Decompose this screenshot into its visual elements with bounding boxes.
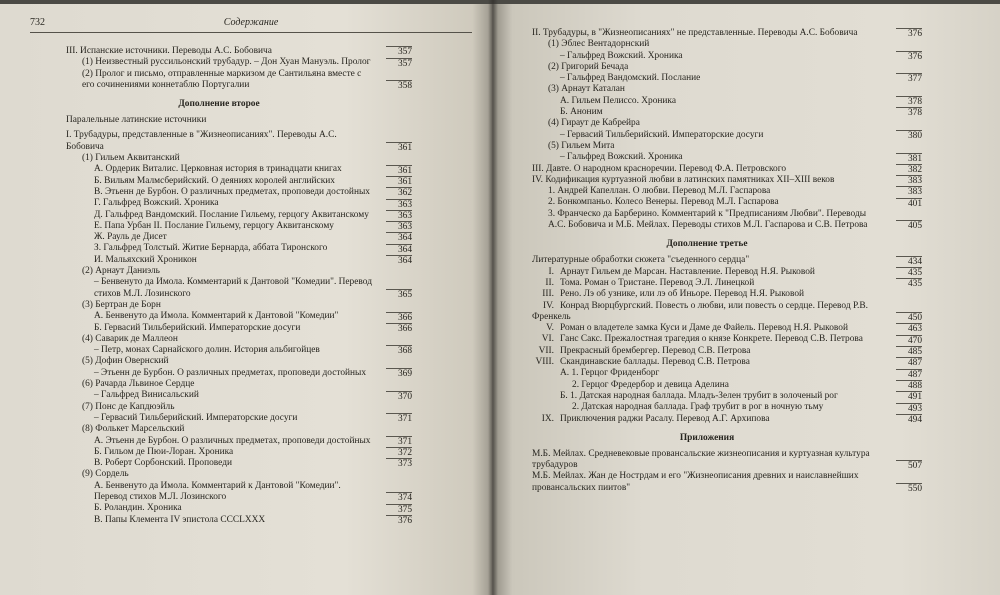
toc-entry-text: [548, 118, 922, 129]
toc-entry-page: 381: [896, 153, 922, 164]
section-subtitle: Паралельные латинские источники: [66, 115, 207, 126]
toc-entry: [94, 368, 412, 379]
toc-entry-title: В. Роберт Сорбонский. Проповеди: [94, 458, 233, 469]
toc-entry-page: 358: [386, 80, 412, 91]
toc-entry-text: [548, 186, 922, 197]
toc-entry-page: 383: [896, 175, 922, 186]
toc-entry-text: [532, 323, 922, 334]
toc-entry: [532, 267, 922, 278]
toc-entry: [94, 255, 412, 266]
toc-entry: [560, 391, 922, 402]
toc-entry: [82, 356, 412, 367]
toc-entry-text: [94, 277, 412, 300]
toc-entry-title: – Гальфред Вожский. Хроника: [560, 152, 683, 163]
toc-entry-title: Г. Гальфред Вожский. Хроника: [94, 198, 219, 209]
toc-entry-number: VI.: [541, 334, 554, 345]
toc-entry-page: 370: [386, 391, 412, 402]
appendix-title: Приложения: [679, 432, 735, 443]
toc-entry-title: – Гальфред Вожский. Хроника: [560, 50, 683, 61]
toc-entry-page: 435: [896, 267, 922, 278]
toc-entry-text: [94, 243, 412, 254]
toc-entry-title: А. 1. Герцог Фриденборг: [560, 368, 660, 379]
toc-entry-text: [94, 210, 412, 221]
toc-entry: [532, 357, 922, 368]
toc-entry-text: [560, 107, 922, 118]
toc-entry-title: Б. Гервасий Тильберийский. Императорские досуги: [94, 322, 301, 333]
toc-entry: [94, 458, 412, 469]
toc-entry-page: 364: [386, 244, 412, 255]
toc-entry-title: Ганс Сакс. Прежалостная трагедия о князе Конкрете. Перевод С.В. Петрова: [560, 334, 863, 345]
toc-entry-title: III. Испанские источники. Переводы А.С. Бобовича: [66, 46, 272, 56]
toc-entry: [94, 390, 412, 401]
toc-entry-title: Арнаут Гильем де Марсан. Наставление. Перевод Н.Я. Рыковой: [560, 266, 815, 277]
toc-entry-page: 375: [386, 504, 412, 515]
toc-entry-text: [82, 266, 412, 277]
toc-entry-title: (5) Гильем Мита: [548, 140, 615, 151]
toc-block-latin: [66, 130, 412, 525]
toc-entry-page: 376: [896, 51, 922, 62]
toc-entry-page: 493: [896, 403, 922, 414]
toc-entry: [94, 176, 412, 187]
toc-entry-title: А. Бенвенуто да Имола. Комментарий к Дантовой "Комедии". Перевод стихов М.Л. Лозинского: [94, 480, 341, 502]
toc-entry-title: – Петр, монах Сарнайского долин. История альбигойцев: [94, 345, 320, 356]
toc-entry-text: [94, 221, 412, 232]
toc-entry-title: З. Гальфред Толстый. Житие Бернарда, аббата Тиронского: [94, 243, 328, 254]
toc-entry-number: VII.: [538, 345, 554, 356]
toc-entry: [532, 323, 922, 334]
toc-block-appendix: [532, 449, 922, 494]
toc-entry-text: [560, 51, 922, 62]
toc-entry: [66, 46, 412, 57]
toc-entry-text: [532, 278, 922, 289]
toc-entry: [82, 402, 412, 413]
toc-entry-number: V.: [546, 323, 554, 334]
toc-entry: [548, 197, 922, 208]
toc-entry-title: А. Гильем Пелиссо. Хроника: [560, 95, 677, 106]
toc-entry: [94, 447, 412, 458]
toc-entry-text: [94, 368, 412, 379]
toc-block-spanish: [66, 46, 412, 91]
toc-entry: [532, 449, 922, 472]
toc-entry-text: [532, 471, 922, 494]
toc-entry: [94, 210, 412, 221]
toc-entry-title: Б. Аноним: [560, 107, 603, 118]
toc-entry-text: [82, 469, 412, 480]
toc-entry-title: Прекрасный брембергер. Перевод С.В. Петрова: [560, 345, 751, 356]
header-title: Содержание: [223, 17, 279, 28]
toc-entry-title: Литературные обработки сюжета "съеденного сердца": [532, 255, 750, 266]
toc-entry-text: [572, 402, 922, 413]
toc-entry-text: [560, 96, 922, 107]
toc-entry: [532, 278, 922, 289]
toc-entry: [560, 107, 922, 118]
toc-entry-title: (8) Фолькет Марсельский: [82, 424, 185, 435]
toc-entry-title: (6) Рачарда Львиное Сердце: [82, 379, 195, 390]
toc-entry-text: [94, 413, 412, 424]
toc-entry-text: [560, 73, 922, 84]
toc-entry: [532, 301, 922, 324]
left-page: [0, 4, 492, 595]
toc-entry-number: II.: [545, 277, 554, 288]
toc-entry: [82, 266, 412, 277]
toc-entry: [560, 73, 922, 84]
toc-entry: [94, 323, 412, 334]
right-page: [492, 4, 1000, 595]
toc-entry-text: [82, 379, 412, 390]
toc-entry-title: (2) Григорий Бечада: [548, 61, 629, 72]
toc-entry-title: И. Мальяхский Хроникон: [94, 254, 197, 265]
toc-entry-text: [532, 289, 922, 300]
toc-entry-text: [94, 458, 412, 469]
toc-entry: [532, 28, 922, 39]
toc-entry-text: [532, 414, 922, 425]
toc-entry-page: 371: [386, 436, 412, 447]
toc-entry-title: 2. Датская народная баллада. Граф трубит в рог в ночную тьму: [572, 402, 824, 413]
toc-entry-text: [82, 356, 412, 367]
toc-entry-text: [94, 232, 412, 243]
toc-entry-title: Конрад Вюрцбургский. Повесть о любви, или повесть о сердце. Перевод Р.В. Френкель: [532, 300, 868, 322]
toc-entry-page: 550: [896, 483, 922, 494]
toc-entry-page: 470: [896, 335, 922, 346]
toc-entry-page: 378: [896, 96, 922, 107]
toc-entry-title: – Гервасий Тильберийский. Императорские досуги: [560, 129, 764, 140]
toc-entry: [532, 334, 922, 345]
toc-entry-text: [82, 69, 412, 92]
toc-entry: [82, 334, 412, 345]
toc-entry-text: [548, 84, 922, 95]
toc-entry-title: В. Папы Клемента IV эпистола CCCLXXX: [94, 514, 266, 525]
toc-entry-title: Роман о владетеле замка Куси и Даме де Файель. Перевод Н.Я. Рыковой: [560, 323, 848, 334]
section-title-third: Дополнение третье: [666, 239, 748, 250]
toc-entry: [94, 232, 412, 243]
toc-entry-text: [82, 300, 412, 311]
toc-entry-text: [94, 176, 412, 187]
toc-entry-number: III.: [542, 289, 554, 300]
toc-entry-text: [532, 346, 922, 357]
toc-entry: [548, 209, 922, 232]
toc-entry-text: [82, 402, 412, 413]
toc-entry: [560, 130, 922, 141]
toc-entry-page: 366: [386, 323, 412, 334]
toc-entry: [66, 130, 412, 153]
toc-entry: [82, 69, 412, 92]
toc-entry-text: [82, 424, 412, 435]
toc-entry-page: 488: [896, 380, 922, 391]
toc-entry-page: 487: [896, 369, 922, 380]
toc-entry: [82, 424, 412, 435]
toc-entry-title: – Гальфред Винисальский: [94, 390, 199, 401]
toc-entry-title: – Гальфред Вандомский. Послание: [560, 73, 701, 84]
toc-entry: [548, 39, 922, 50]
toc-entry-text: [94, 515, 412, 526]
toc-entry-page: 365: [386, 289, 412, 300]
toc-entry: [560, 368, 922, 379]
toc-entry-page: 364: [386, 255, 412, 266]
toc-entry: [94, 311, 412, 322]
toc-entry-title: Б. Гильом де Пюи-Лоран. Хроника: [94, 446, 234, 457]
toc-entry-title: Б. 1. Датская народная баллада. Младъ-Зелен трубит в золоченый рог: [560, 390, 838, 401]
toc-entry-text: [532, 357, 922, 368]
toc-entry: [94, 277, 412, 300]
toc-entry-text: [548, 39, 922, 50]
toc-entry: [94, 515, 412, 526]
toc-entry-title: Д. Гальфред Вандомский. Послание Гильему, герцогу Аквитанскому: [94, 209, 369, 220]
toc-entry: [82, 379, 412, 390]
toc-entry-title: Приключения раджи Расалу. Перевод А.Г. Архипова: [560, 413, 770, 424]
toc-entry-page: 364: [386, 232, 412, 243]
toc-entry-page: 378: [896, 107, 922, 118]
toc-entry: [532, 471, 922, 494]
toc-entry-text: [532, 164, 922, 175]
toc-entry-page: 401: [896, 198, 922, 209]
toc-entry-page: 361: [386, 165, 412, 176]
toc-entry-page: 372: [386, 447, 412, 458]
left-toc-column: [66, 46, 412, 526]
toc-entry-text: [548, 197, 922, 208]
toc-entry-page: 368: [386, 345, 412, 356]
right-toc-column: [532, 28, 922, 494]
book-gutter: [488, 0, 498, 595]
toc-entry-title: 3. Франческо да Барберино. Комментарий к "Предписаниям Любви". Переводы А.С. Бобовича и М.Б. Мейлах. Переводы стихов М.Л. Гаспарова и С.В. Петрова: [548, 208, 868, 231]
toc-entry-title: Б. Вильям Малмсберийский. О деяниях королей английских: [94, 175, 335, 186]
toc-entry-page: 376: [896, 28, 922, 39]
toc-entry: [94, 164, 412, 175]
toc-entry-page: 374: [386, 492, 412, 503]
toc-entry: [94, 481, 412, 504]
toc-entry-page: 377: [896, 73, 922, 84]
toc-entry: [548, 186, 922, 197]
toc-entry-page: 434: [896, 256, 922, 267]
toc-entry-title: (3) Бертран де Борн: [82, 299, 161, 310]
toc-entry: [82, 57, 412, 68]
toc-entry-number: IX.: [541, 413, 554, 424]
toc-entry-text: [66, 46, 412, 57]
toc-entry-title: (2) Пролог и письмо, отправленные маркизом де Сантильяна вместе с его сочинениями коннетаблю Португалии: [82, 68, 362, 90]
toc-entry-title: 2. Герцог Фредербор и девица Аделина: [572, 379, 729, 390]
toc-entry: [532, 175, 922, 186]
toc-entry: [532, 346, 922, 357]
toc-entry-text: [94, 311, 412, 322]
toc-entry-number: VIII.: [535, 357, 554, 368]
toc-entry: [548, 62, 922, 73]
toc-entry-text: [94, 323, 412, 334]
toc-entry-text: [532, 255, 922, 266]
toc-entry-text: [66, 130, 412, 153]
toc-entry-title: – Гервасий Тильберийский. Императорские досуги: [94, 412, 298, 423]
toc-entry-text: [560, 368, 922, 379]
toc-entry-text: [82, 57, 412, 68]
toc-entry-page: 405: [896, 220, 922, 231]
toc-entry-title: (4) Гираут де Кабрейра: [548, 118, 640, 129]
toc-entry-page: 362: [386, 187, 412, 198]
toc-entry-title: Тома. Роман о Тристане. Перевод Э.Л. Линецкой: [560, 277, 755, 288]
page-number: 732: [30, 17, 45, 28]
toc-entry-title: I. Трубадуры, представленные в "Жизнеописаниях". Переводы А.С. Бобовича: [66, 130, 337, 152]
toc-entry-text: [548, 209, 922, 232]
toc-entry-title: Б. Роландин. Хроника: [94, 503, 182, 514]
toc-entry: [572, 402, 922, 413]
toc-entry-text: [532, 449, 922, 472]
toc-entry-text: [94, 187, 412, 198]
toc-entry-title: М.Б. Мейлах. Жан де Нострдам и его "Жизнеописания древних и наиславнейших провансальских пиитов": [532, 471, 859, 493]
toc-entry-page: 373: [386, 458, 412, 469]
toc-entry-page: 507: [896, 460, 922, 471]
toc-entry: [548, 141, 922, 152]
toc-entry: [532, 164, 922, 175]
toc-entry-number: I.: [548, 266, 554, 277]
section-title: Дополнение второе: [178, 99, 260, 110]
toc-entry-title: (1) Неизвестный руссильонский трубадур. – Дон Хуан Мануэль. Пролог: [82, 57, 371, 68]
toc-entry-page: 357: [386, 46, 412, 57]
toc-entry: [94, 243, 412, 254]
toc-entry-title: Ренo. Лэ об узнике, или лэ об Иньоре. Перевод Н.Я. Рыковой: [560, 289, 805, 300]
toc-entry: [82, 469, 412, 480]
toc-entry-text: [532, 301, 922, 324]
toc-entry-text: [532, 28, 922, 39]
toc-entry-text: [94, 447, 412, 458]
toc-entry-page: 361: [386, 176, 412, 187]
toc-entry: [532, 289, 922, 300]
toc-entry: [94, 187, 412, 198]
toc-entry-page: 383: [896, 186, 922, 197]
toc-entry: [82, 300, 412, 311]
toc-entry-page: 363: [386, 199, 412, 210]
toc-entry-title: 2. Бонкомпаньо. Колесо Венеры. Перевод М.Л. Гаспарова: [548, 197, 779, 208]
toc-entry-page: 376: [386, 515, 412, 526]
toc-entry-text: [532, 334, 922, 345]
toc-entry-title: (2) Арнаут Даниэль: [82, 266, 160, 277]
toc-entry-title: (1) Гильем Аквитанский: [82, 153, 180, 164]
toc-entry-page: 369: [386, 368, 412, 379]
toc-entry-text: [548, 141, 922, 152]
toc-entry: [94, 221, 412, 232]
toc-entry: [548, 118, 922, 129]
toc-entry-page: 363: [386, 210, 412, 221]
toc-entry-title: III. Давте. О народном красноречии. Перевод Ф.А. Петровского: [532, 163, 787, 174]
toc-entry-number: IV.: [542, 300, 554, 311]
toc-entry-title: (5) Дофин Овернский: [82, 356, 169, 367]
toc-entry-title: – Бенвенуто да Имола. Комментарий к Дантовой "Комедии". Перевод стихов М.Л. Лозинского: [94, 277, 372, 299]
toc-entry: [560, 152, 922, 163]
toc-entry-title: II. Трубадуры, в "Жизнеописаниях" не представленные. Переводы А.С. Бобовича: [532, 28, 858, 38]
toc-entry-text: [94, 345, 412, 356]
toc-entry-title: (9) Сордель: [82, 469, 129, 480]
toc-entry-page: 382: [896, 164, 922, 175]
toc-entry-page: 487: [896, 357, 922, 368]
toc-entry-title: Ж. Рауль де Дисет: [94, 232, 167, 243]
toc-entry-page: 491: [896, 391, 922, 402]
toc-entry-text: [82, 153, 412, 164]
toc-entry: [532, 255, 922, 266]
toc-entry-title: В. Этьенн де Бурбон. О различных предметах, проповеди достойных: [94, 186, 370, 197]
toc-entry-page: 485: [896, 346, 922, 357]
toc-entry-title: (1) Эблес Вентадорнский: [548, 39, 650, 50]
toc-entry-title: (7) Понс де Капдюэйль: [82, 401, 175, 412]
toc-entry-title: IV. Кодификация куртуазной любви в латинских памятниках XII–XIII веков: [532, 174, 835, 185]
toc-entry-title: М.Б. Мейлах. Средневековые провансальские жизнеописания и куртуазная культура трубадуров: [532, 448, 870, 471]
toc-entry-title: А. Ордерик Виталис. Церковная история в тринадцати книгах: [94, 164, 342, 175]
toc-entry-page: 361: [386, 142, 412, 153]
toc-entry: [94, 345, 412, 356]
toc-entry-title: А. Бенвенуто да Имола. Комментарий к Дантовой "Комедии": [94, 311, 339, 322]
toc-entry-page: 357: [386, 58, 412, 69]
toc-entry-title: Скандинавские баллады. Перевод С.В. Петрова: [560, 357, 750, 368]
toc-entry-text: [94, 198, 412, 209]
toc-entry: [548, 84, 922, 95]
toc-entry-text: [94, 436, 412, 447]
toc-entry: [94, 503, 412, 514]
toc-entry: [94, 413, 412, 424]
toc-entry-title: А. Этьенн де Бурбон. О различных предметах, проповеди достойных: [94, 435, 371, 446]
toc-entry-page: 371: [386, 413, 412, 424]
toc-entry-text: [548, 62, 922, 73]
toc-entry-title: – Этьенн де Бурбон. О различных предметах, проповеди достойных: [94, 367, 367, 378]
toc-entry-text: [532, 267, 922, 278]
toc-entry-title: (3) Арнаут Каталан: [548, 84, 625, 95]
toc-entry: [560, 51, 922, 62]
toc-entry-page: 450: [896, 312, 922, 323]
toc-entry-page: 363: [386, 221, 412, 232]
toc-entry-text: [560, 391, 922, 402]
toc-entry-text: [94, 255, 412, 266]
toc-entry-text: [532, 175, 922, 186]
toc-entry-text: [94, 390, 412, 401]
toc-entry-text: [560, 130, 922, 141]
toc-entry: [572, 380, 922, 391]
toc-entry-title: 1. Андрей Капеллан. О любви. Перевод М.Л. Гаспарова: [548, 186, 771, 197]
toc-entry: [532, 414, 922, 425]
toc-entry-text: [560, 152, 922, 163]
toc-entry-page: 380: [896, 130, 922, 141]
running-header: [30, 16, 472, 33]
toc-entry-text: [82, 334, 412, 345]
toc-entry-text: [572, 380, 922, 391]
toc-entry-page: 463: [896, 323, 922, 334]
toc-entry: [82, 153, 412, 164]
toc-entry-title: Е. Папа Урбан II. Послание Гильему, герцогу Аквитанскому: [94, 220, 334, 231]
toc-entry: [94, 198, 412, 209]
toc-entry: [94, 436, 412, 447]
toc-block-troubadours: [532, 28, 922, 231]
toc-entry-text: [94, 481, 412, 504]
toc-entry-title: (4) Саварик де Маллеон: [82, 333, 178, 344]
toc-entry-text: [94, 503, 412, 514]
toc-block-eaten-heart: [532, 255, 922, 424]
toc-entry-page: 366: [386, 312, 412, 323]
toc-entry: [560, 96, 922, 107]
toc-entry-page: 494: [896, 414, 922, 425]
toc-entry-text: [94, 164, 412, 175]
toc-entry-page: 435: [896, 278, 922, 289]
